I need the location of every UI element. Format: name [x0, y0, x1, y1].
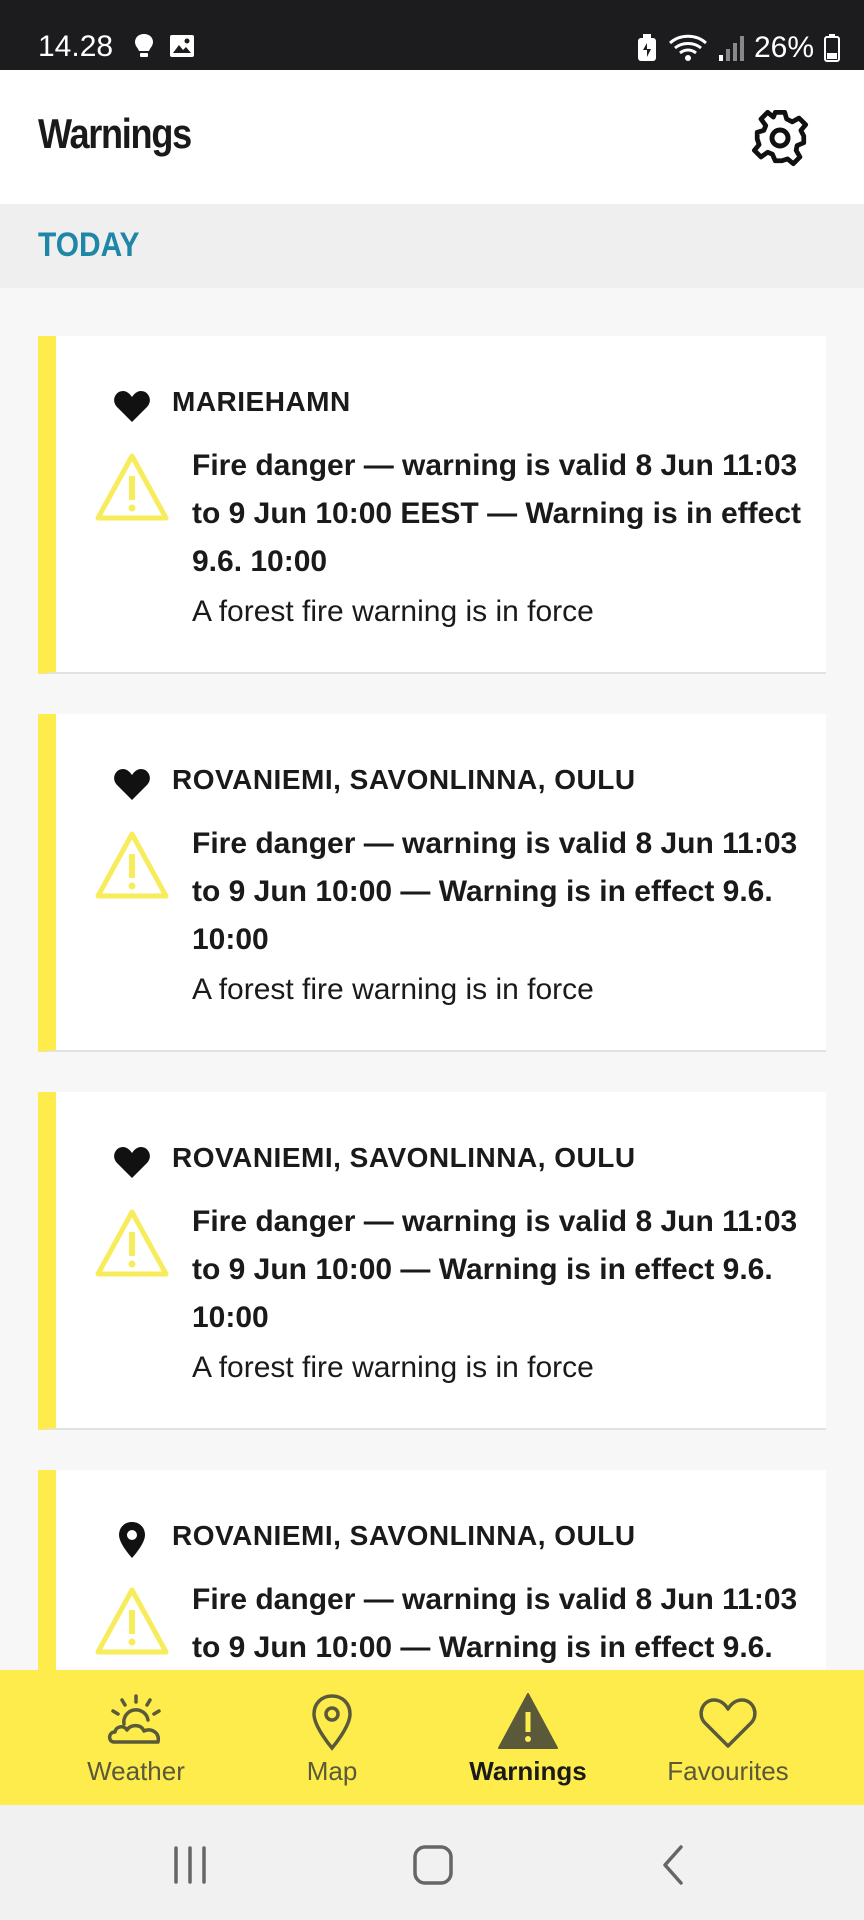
app-header: [0, 70, 864, 204]
lightbulb-icon: [132, 32, 156, 62]
warning-location: ROVANIEMI, SAVONLINNA, OULU: [172, 1520, 636, 1551]
status-time: 14.28: [38, 30, 114, 63]
nav-favourites[interactable]: [630, 1670, 826, 1805]
warning-card[interactable]: [38, 714, 826, 1052]
battery-icon: [824, 33, 840, 63]
section-label-today: TODAY: [38, 226, 140, 264]
status-bar: [0, 0, 864, 70]
recents-icon[interactable]: [160, 1835, 220, 1895]
warning-title: Fire danger — warning is valid 8 Jun 11:03 to 9 Jun 10:00 EEST — Warning is in effect 9.6. 10:00: [192, 449, 802, 578]
nav-warnings[interactable]: [430, 1670, 626, 1805]
heart-icon: [112, 1142, 152, 1182]
battery-percent: 26%: [753, 31, 814, 64]
warning-card[interactable]: [38, 1092, 826, 1430]
nav-map[interactable]: [234, 1670, 430, 1805]
warning-title: Fire danger — warning is valid 8 Jun 11:03 to 9 Jun 10:00 — Warning is in effect 9.6.: [192, 1583, 798, 1664]
bottom-nav: [0, 1670, 864, 1805]
back-icon[interactable]: [645, 1835, 705, 1895]
nav-label: Warnings: [469, 1756, 587, 1786]
warning-location: ROVANIEMI, SAVONLINNA, OULU: [172, 764, 636, 795]
heart-icon: [112, 386, 152, 426]
warning-title: Fire danger — warning is valid 8 Jun 11:03 to 9 Jun 10:00 — Warning is in effect 9.6. 10:00: [192, 827, 798, 956]
nav-label: Weather: [87, 1756, 185, 1786]
nav-weather[interactable]: [38, 1670, 234, 1805]
warning-icon: [496, 1690, 560, 1754]
warning-description: A forest fire warning is in force: [192, 595, 594, 628]
warning-triangle-icon: [94, 1586, 170, 1656]
warning-triangle-icon: [94, 830, 170, 900]
warning-card[interactable]: [38, 336, 826, 674]
heart-icon: [112, 764, 152, 804]
signal-icon: [718, 33, 744, 63]
gear-icon[interactable]: [750, 108, 810, 168]
section-header: [0, 204, 864, 288]
battery-saver-icon: [636, 33, 658, 63]
nav-label: Map: [306, 1756, 358, 1786]
image-icon: [168, 32, 196, 60]
warning-location: ROVANIEMI, SAVONLINNA, OULU: [172, 1142, 636, 1173]
wifi-icon: [668, 33, 708, 63]
nav-label: Favourites: [667, 1756, 789, 1786]
warning-description: A forest fire warning is in force: [192, 973, 594, 1006]
weather-icon: [104, 1690, 168, 1754]
location-pin-icon: [112, 1520, 152, 1560]
warning-title: Fire danger — warning is valid 8 Jun 11:03 to 9 Jun 10:00 — Warning is in effect 9.6. 10:00: [192, 1205, 798, 1334]
map-pin-icon: [300, 1690, 364, 1754]
warning-location: MARIEHAMN: [172, 386, 351, 417]
warning-description: A forest fire warning is in force: [192, 1351, 594, 1384]
warning-triangle-icon: [94, 1208, 170, 1278]
home-icon[interactable]: [403, 1835, 463, 1895]
page-title: Warnings: [38, 110, 191, 157]
heart-outline-icon: [696, 1690, 760, 1754]
system-nav-bar: [0, 1805, 864, 1920]
warning-triangle-icon: [94, 452, 170, 522]
